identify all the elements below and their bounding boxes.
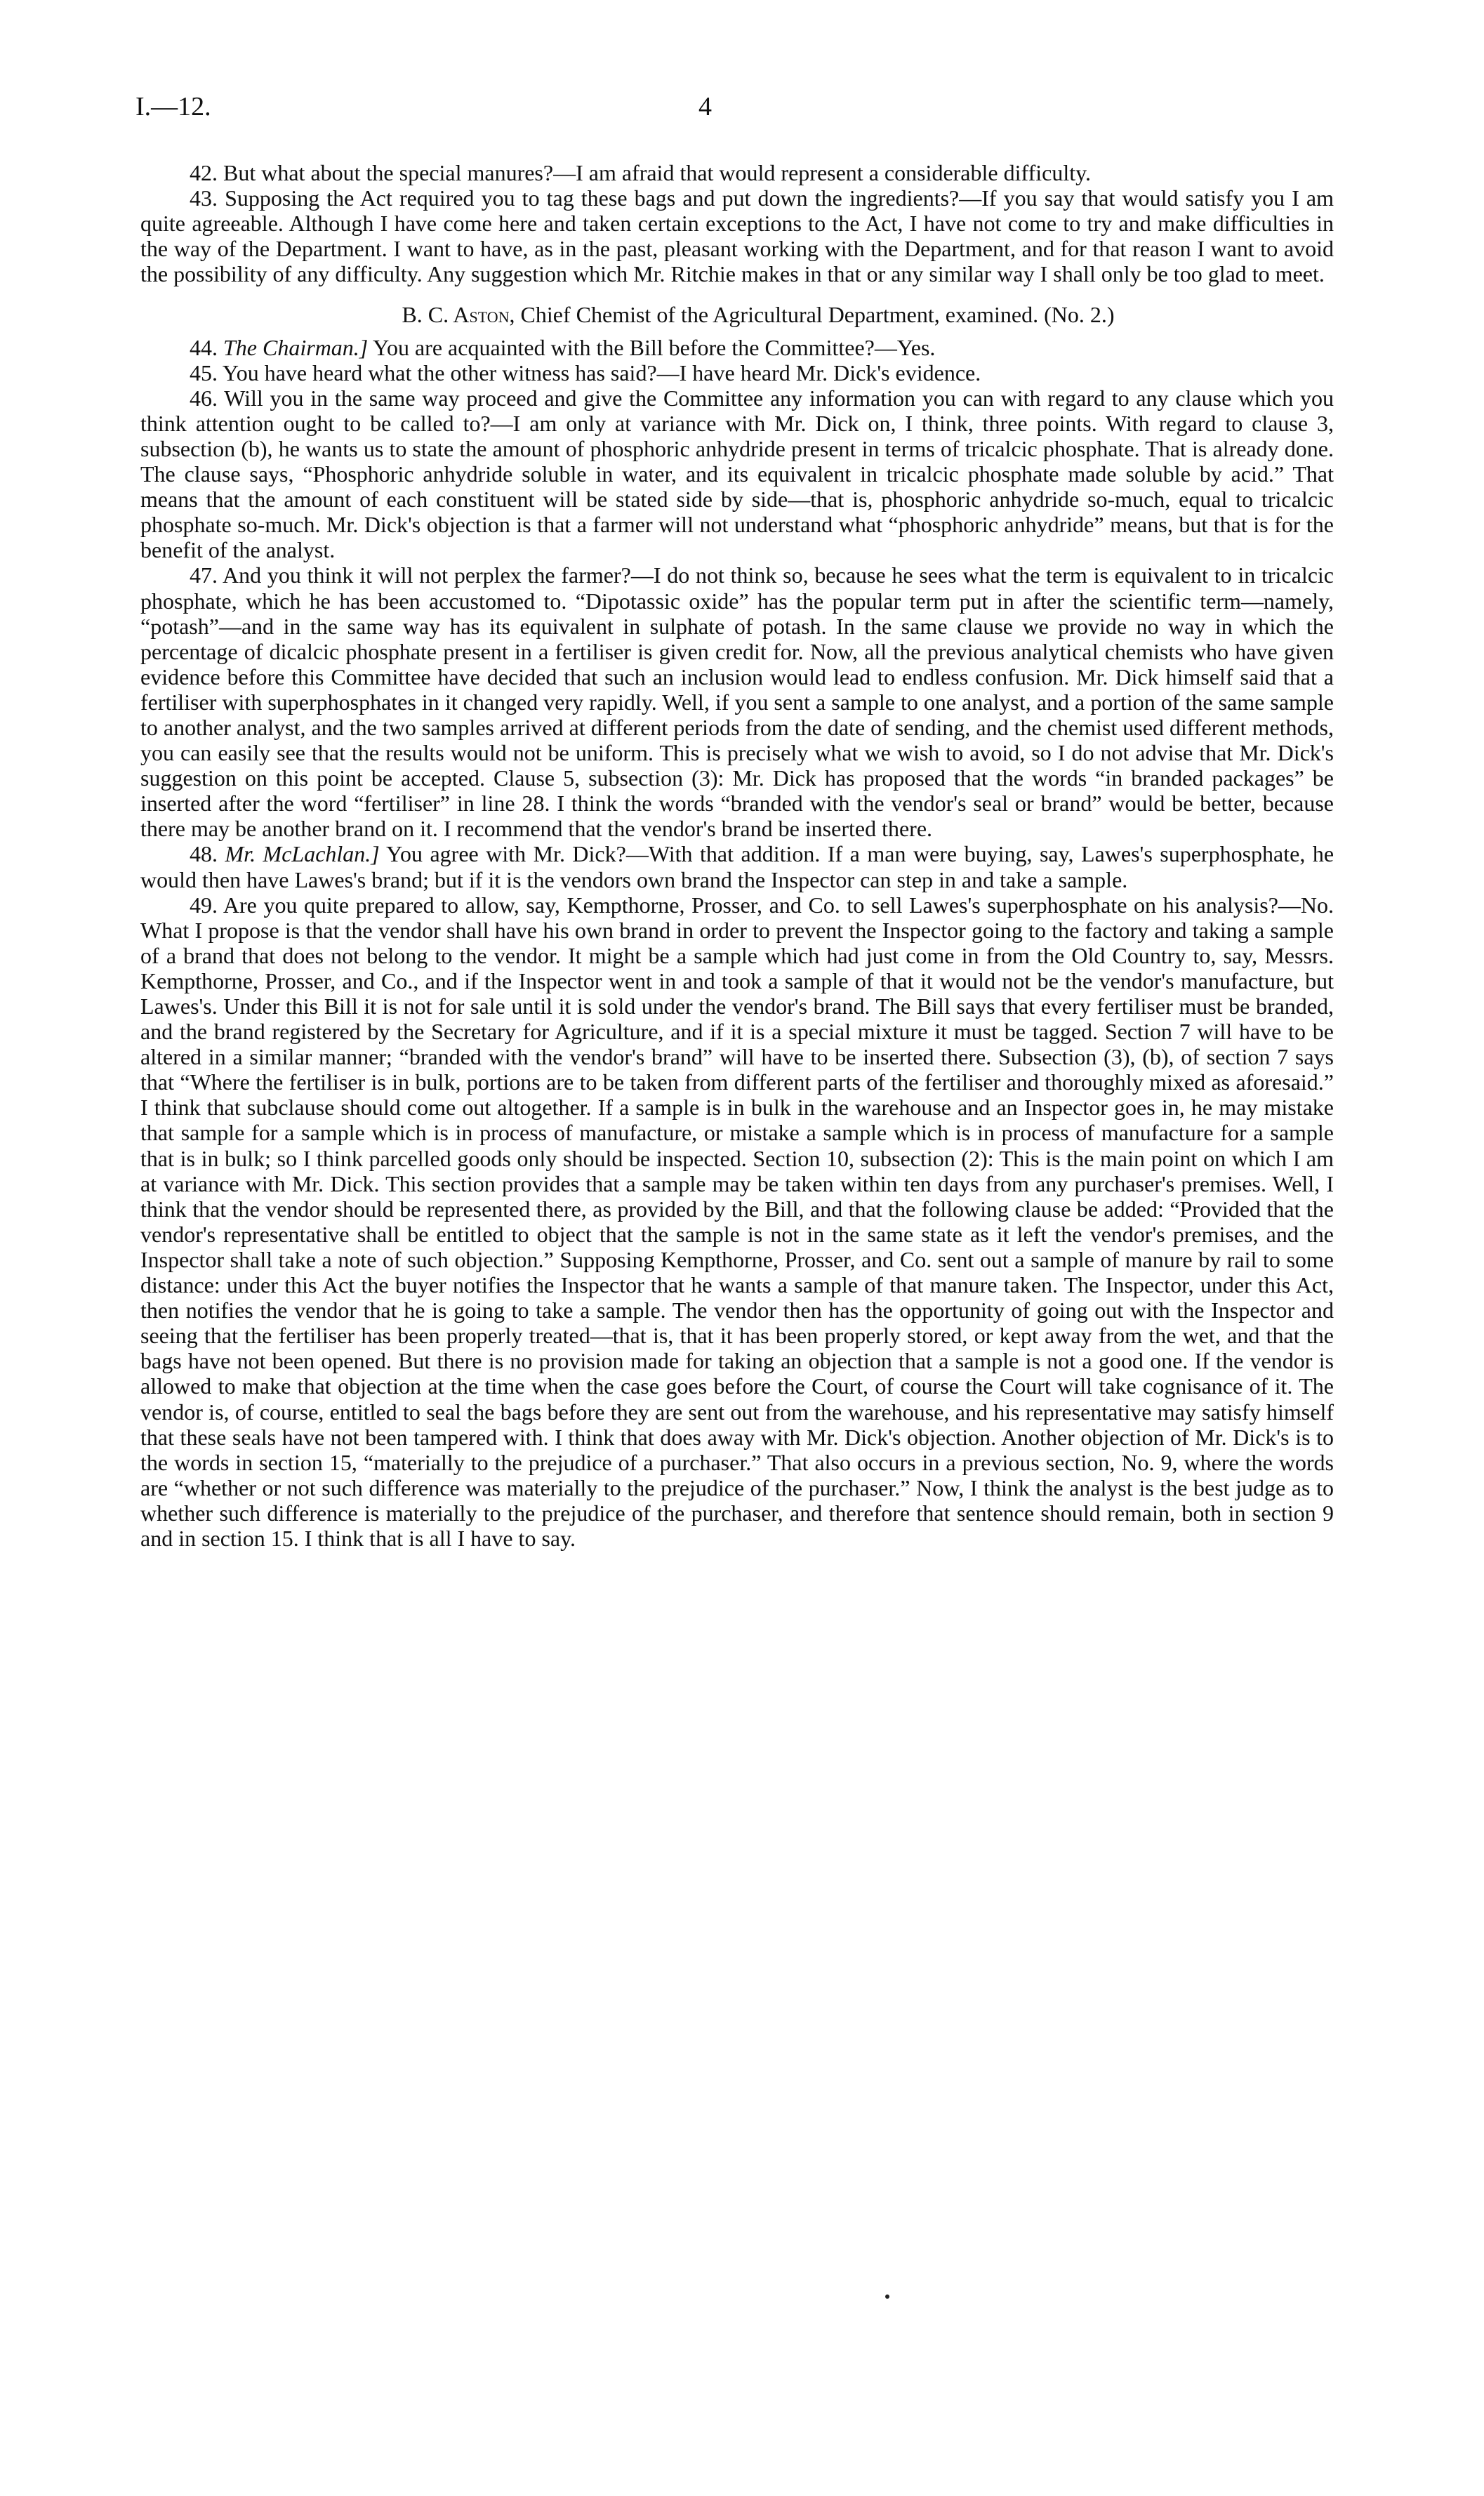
question-number: 44. <box>190 334 218 360</box>
question-44 <box>140 335 1334 360</box>
page-number: 4 <box>698 92 712 121</box>
speaker-label: Mr. McLachlan.] <box>225 841 380 867</box>
paragraph-text: But what about the special manures?—I am afraid that would represent a considerable difficulty. <box>223 160 1092 185</box>
question-text: Are you quite prepared to allow, say, Kempthorne, Prosser, and Co. to sell Lawes's superphosphate on his analysis?—No. What I propose is that the vendor shall have his own brand in order to prevent the Inspector going to the factory and taking a sample of a brand that does not belong to the vendor. It might be a sample which had just come in from the Old Country to, say, Messrs. Kempthorne, Prosser, and Co., and if the Inspector went in and took a sample of that it would not be the vendor's manufacture, but Lawes's. Under this Bill it is not for sale until it is sold under the vendor's brand. The Bill says that every fertiliser must be branded, and the brand registered by the Secretary for Agriculture, and if it is a special mixture it must be tagged. Section 7 will have to be altered in a similar manner; “branded with the vendor's brand” will have to be inserted there. Subsection (3), (b), of section 7 says that “Where the fertiliser is in bulk, portions are to be taken from different parts of the fertiliser and thoroughly mixed as aforesaid.” I think that subclause should come out altogether. If a sample is in bulk in the warehouse and an Inspector goes in, he may mistake that sample for a sample which is in process of manufacture, or mistake a sample which is in process of manufacture for a sample that is in bulk; so I think parcelled goods only should be inspected. Section 10, subsection (2): This is the main point on which I am at variance with Mr. Dick. This section provides that a sample may be taken within ten days from any purchaser's premises. Well, I think that the vendor should be represented there, as provided by the Bill, and that the following clause be added: “Provided that the vendor's representative shall be entitled to object that the sample is not in the same state as it left the vendor's premises, and the Inspector shall take a note of such objection.” Supposing Kempthorne, Prosser, and Co. sent out a sample of manure by rail to some distance: under this Act the buyer notifies the Inspector that he wants a sample of that manure taken. The Inspector, under this Act, then notifies the vendor that he is going to take a sample. The vendor then has the opportunity of going out with the Inspector and seeing that the fertiliser has been properly treated—that is, that it has been properly stored, or kept away from the wet, and that the bags have not been opened. But there is no provision made for taking an objection that a sample is not a good one. If the vendor is allowed to make that objection at the time when the case goes before the Court, of course the Court will take cognisance of it. The vendor is, of course, entitled to seal the bags before they are sent out from the warehouse, and his representative may satisfy himself that these seals have not been tampered with. I think that does away with Mr. Dick's objection. Another objection of Mr. Dick's is to the words in section 15, “materially to the prejudice of a purchaser.” That also occurs in a previous section, No. 9, where the words are “whether or not such difference was materially to the prejudice of the purchaser.” Now, I think the analyst is the best judge as to whether such difference is materially to the prejudice of the purchaser, and therefore that sentence should remain, both in section 9 and in section 15. I think that is all I have to say. <box>140 892 1334 1551</box>
question-49 <box>140 892 1334 1551</box>
question-text: You have heard what the other witness has said?—I have heard Mr. Dick's evidence. <box>222 359 981 385</box>
question-text: You are acquainted with the Bill before the Committee?—Yes. <box>368 334 936 360</box>
paragraph-number: 43. <box>190 185 218 211</box>
paper-reference: I.—12. <box>135 92 211 121</box>
question-46 <box>140 385 1334 563</box>
evidence-body <box>140 160 1334 1551</box>
question-text: And you think it will not perplex the farmer?—I do not think so, because he sees what the term is equivalent to in tricalcic phosphate, which he has been accustomed to. “Dipotassic oxide” has the popular term put in after the scientific term—namely, “potash”—and in the same way has its equivalent in sulphate of potash. In the same clause we provide no way in which the percentage of dicalcic phosphate present in a fertiliser is given credit for. Now, all the previous analytical chemists who have given evidence before this Committee have decided that such an inclusion would lead to endless confusion. Mr. Dick himself said that a fertiliser with superphosphates in it changed very rapidly. Well, if you sent a sample to one analyst, and a portion of the same sample to another analyst, and the two samples arrived at different periods from the date of sending, and the chemist used different methods, you can easily see that the results would not be uniform. This is precisely what we wish to avoid, so I do not advise that Mr. Dick's suggestion on this point be accepted. Clause 5, subsection (3): Mr. Dick has proposed that the words “in branded packages” be inserted after the word “fertiliser” in line 28. I think the words “branded with the vendor's seal or brand” would be better, because there may be another brand on it. I recommend that the vendor's brand be inserted there. <box>140 562 1334 842</box>
speaker-label: The Chairman.] <box>223 334 369 360</box>
question-text: Will you in the same way proceed and give the Committee any information you can with regard to any clause which you think attention ought to be called to?—I am only at variance with Mr. Dick on, I think, three points. With regard to clause 3, subsection (b), he wants us to state the amount of phosphoric anhydride present in terms of tricalcic phosphate. That is already done. The clause says, “Phosphoric anhydride soluble in water, and its equivalent in tricalcic phosphate made soluble by acid.” That means that the amount of each constituent will be stated side by side—that is, phosphoric anhydride so-much, equal to tricalcic phosphate so-much. Mr. Dick's objection is that a farmer will not understand what “phosphoric anhydride” means, but that is for the benefit of the analyst. <box>140 385 1334 563</box>
paragraph-number: 42. <box>190 160 218 185</box>
question-number: 45. <box>190 359 218 385</box>
question-number: 48. <box>190 841 218 867</box>
question-number: 47. <box>190 562 218 588</box>
question-number: 46. <box>190 385 218 411</box>
question-number: 49. <box>190 892 218 918</box>
running-head <box>135 91 1329 133</box>
paragraph-42 <box>140 160 1334 185</box>
witness-heading <box>140 302 1334 327</box>
witness-description: , Chief Chemist of the Agricultural Department, examined. (No. 2.) <box>509 302 1115 328</box>
question-45 <box>140 360 1334 385</box>
question-47 <box>140 562 1334 841</box>
witness-name: B. C. Aston <box>402 302 510 328</box>
paragraph-43 <box>140 185 1334 286</box>
paragraph-text: Supposing the Act required you to tag these bags and put down the ingredients?—If you say that would satisfy you I am quite agreeable. Although I have come here and taken certain exceptions to the Act, I have not come to try and make difficulties in the way of the Department. I want to have, as in the past, pleasant working with the Department, and for that reason I want to avoid the possibility of any difficulty. Any suggestion which Mr. Ritchie makes in that or any similar way I shall only be too glad to meet. <box>140 185 1334 287</box>
end-dot-mark <box>885 2294 889 2299</box>
question-text: You agree with Mr. Dick?—With that addition. If a man were buying, say, Lawes's superphosphate, he would then have Lawes's brand; but if it is the vendors own brand the Inspector can step in and take a sample. <box>140 841 1334 892</box>
question-48 <box>140 841 1334 892</box>
